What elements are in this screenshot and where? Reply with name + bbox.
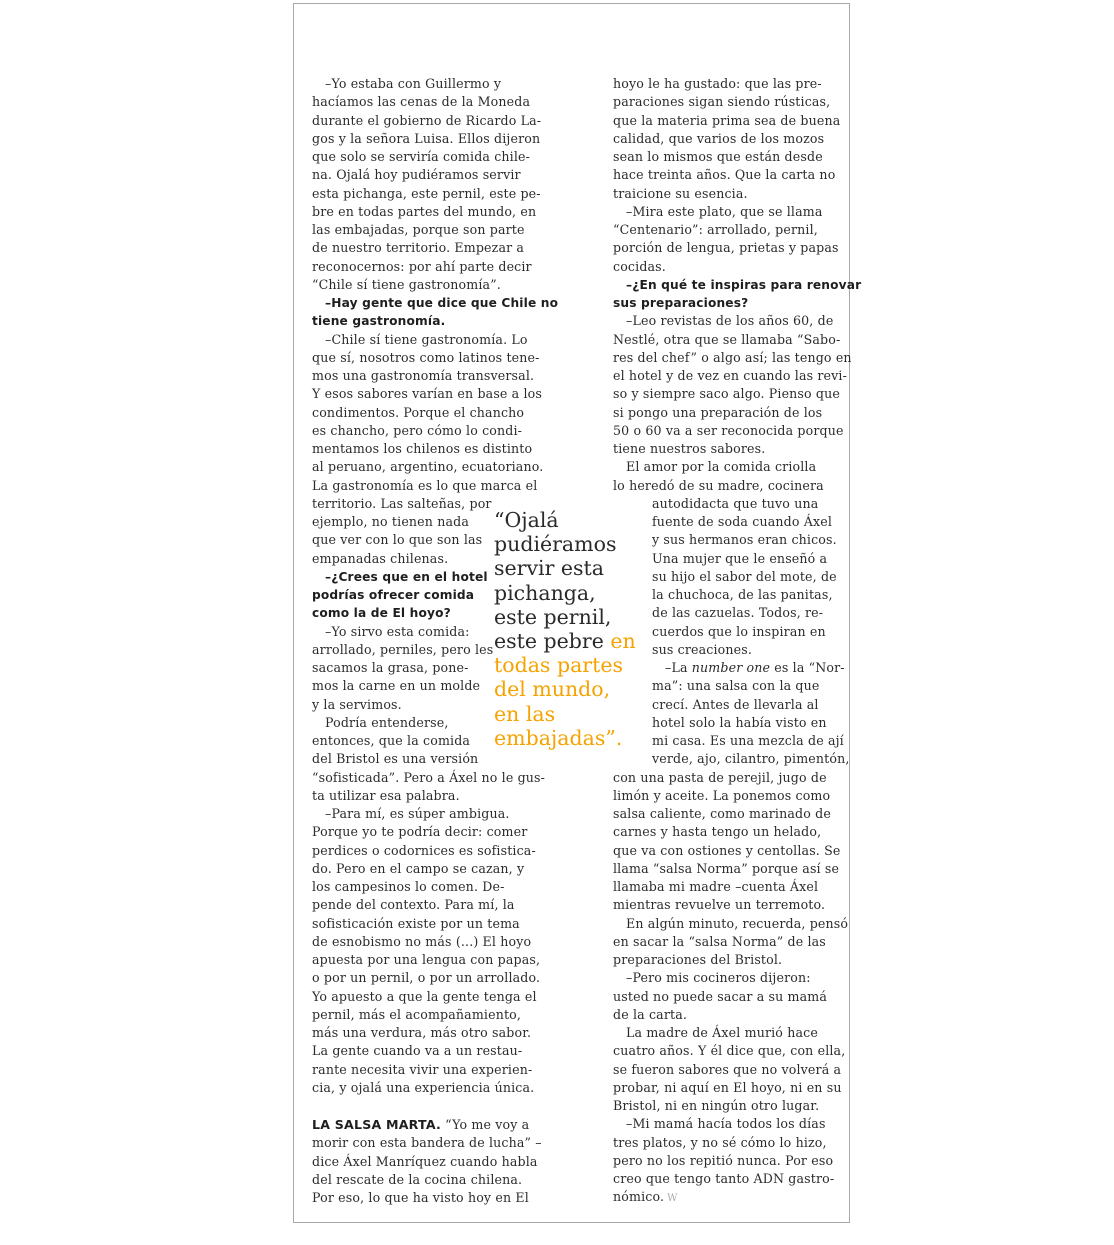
- line-text: de nuestro territorio. Empezar a: [312, 240, 525, 256]
- pull-quote-highlight: del mundo,: [494, 677, 611, 702]
- line-text: Por eso, lo que ha visto hoy en El: [312, 1190, 529, 1205]
- line-text: paraciones sigan siendo rústicas,: [613, 94, 831, 110]
- line-text: fuente de soda cuando Áxel: [652, 514, 832, 529]
- line-text: la chuchoca, de las panitas,: [652, 587, 833, 602]
- article-line: [312, 531, 482, 549]
- italic-phrase: number one: [691, 660, 771, 675]
- line-text: gos y la señora Luisa. Ellos dijeron: [312, 130, 541, 146]
- pull-quote-line: [494, 702, 636, 726]
- article-line: [613, 422, 844, 440]
- article-line: [652, 604, 823, 622]
- line-text: ejemplo, no tienen nada: [312, 514, 469, 529]
- article-line: [626, 915, 848, 933]
- line-text: su hijo el sabor del mote, de: [652, 568, 837, 584]
- line-text: Porque yo te podría decir: comer: [312, 824, 528, 840]
- pull-quote-highlight: en: [610, 628, 636, 653]
- line-text: sofisticación existe por un tema: [312, 915, 520, 931]
- line-text: Nestlé, otra que se llamaba “Sabo-: [613, 331, 841, 347]
- line-text: entonces, que la comida: [312, 733, 471, 748]
- article-line: [312, 458, 543, 476]
- line-text: –Para mí, es súper ambigua.: [325, 806, 510, 821]
- pull-quote-highlight: en las: [494, 701, 556, 726]
- line-text: mientras revuelve un terremoto.: [613, 897, 826, 913]
- article-line: [613, 878, 818, 896]
- line-text: condimentos. Porque el chancho: [312, 404, 525, 420]
- line-text: que solo se serviría comida chile-: [312, 149, 531, 164]
- line-text: autodidacta que tuvo una: [652, 495, 819, 511]
- line-text: morir con esta bandera de lucha” –: [312, 1135, 542, 1151]
- line-text: territorio. Las salteñas, por: [312, 495, 492, 511]
- line-text: lo heredó de su madre, cocinera: [613, 477, 824, 493]
- line-text: arrollado, perniles, pero les: [312, 641, 494, 657]
- line-text: hotel solo la había visto en: [652, 714, 827, 730]
- line-text: Bristol, ni en ningún otro lugar.: [613, 1098, 820, 1113]
- line-text: La madre de Áxel murió hace: [626, 1025, 818, 1040]
- line-text: carnes y hasta tengo un helado,: [613, 824, 822, 840]
- article-line: [626, 1115, 826, 1133]
- line-text: el hotel y de vez en cuando las revi-: [613, 368, 847, 383]
- line-text: mos una gastronomía transversal.: [312, 368, 535, 383]
- line-text: mentamos los chilenos es distinto: [312, 441, 533, 456]
- article-line: [312, 148, 530, 166]
- line-text: salsa caliente, como marinado de: [613, 806, 831, 821]
- line-text: sean lo mismos que están desde: [613, 149, 823, 164]
- article-line: [312, 787, 460, 805]
- article-line: [652, 531, 837, 549]
- pull-quote-line: [494, 508, 636, 532]
- article-line: [613, 769, 827, 787]
- line-text: de las cazuelas. Todos, re-: [652, 605, 824, 621]
- line-text: de esnobismo no más (...) El hoyo: [312, 933, 532, 949]
- line-text: mos la carne en un molde: [312, 678, 481, 694]
- pull-quote-text: este pernil,: [494, 604, 612, 629]
- article-line: [312, 185, 541, 203]
- pull-quote-line: [494, 581, 636, 605]
- article-line: [613, 130, 824, 148]
- line-text: mi casa. Es una mezcla de ají: [652, 733, 844, 748]
- article-line: [613, 112, 840, 130]
- article-line: [652, 714, 827, 732]
- article-line: [652, 623, 826, 641]
- line-text: “sofisticada”. Pero a Áxel no le gus-: [312, 769, 546, 785]
- article-line: [312, 422, 522, 440]
- pull-quote-text: pichanga,: [494, 580, 596, 605]
- article-line: [312, 166, 521, 184]
- line-text: “Centenario”: arrollado, pernil,: [613, 222, 818, 237]
- article-line: [312, 203, 536, 221]
- article-line: [312, 1042, 522, 1060]
- article-line: [312, 896, 515, 914]
- line-text: Una mujer que le enseñó a: [652, 550, 828, 566]
- article-line: [613, 331, 840, 349]
- line-text: verde, ajo, cilantro, pimentón,: [652, 751, 850, 767]
- article-line: [652, 568, 837, 586]
- pull-quote: [494, 508, 636, 750]
- article-line: [312, 1189, 529, 1207]
- article-line: [312, 495, 492, 513]
- line-text: con una pasta de perejil, jugo de: [613, 769, 827, 785]
- line-text: o por un pernil, o por un arrollado.: [312, 970, 541, 986]
- line-text: cocidas.: [613, 258, 666, 274]
- line-text: tres platos, y no sé cómo lo hizo,: [613, 1134, 827, 1150]
- pull-quote-line: [494, 726, 636, 750]
- article-line: [312, 258, 532, 276]
- pull-quote-highlight: todas partes: [494, 653, 623, 678]
- article-line: [312, 842, 536, 860]
- line-text: –Yo estaba con Guillermo y: [325, 76, 502, 91]
- article-line: [613, 842, 841, 860]
- line-text: ta utilizar esa palabra.: [312, 787, 460, 803]
- line-text: si pongo una preparación de los: [613, 404, 823, 420]
- article-line: [312, 604, 451, 622]
- section-heading: LA SALSA MARTA.: [312, 1117, 441, 1132]
- article-line: [652, 586, 833, 604]
- article-line: [665, 659, 845, 677]
- line-text: más una verdura, más otro sabor.: [312, 1025, 532, 1040]
- article-line: [613, 166, 835, 184]
- article-line: [312, 915, 520, 933]
- line-text: reconocernos: por ahí parte decir: [312, 258, 532, 274]
- line-text: –Chile sí tiene gastronomía. Lo: [325, 331, 528, 347]
- line-text: durante el gobierno de Ricardo La-: [312, 112, 542, 128]
- article-line: [312, 696, 402, 714]
- article-line: [312, 1116, 529, 1134]
- article-line: [312, 239, 524, 257]
- line-text: podrías ofrecer comida: [312, 588, 475, 602]
- line-text: –¿Crees que en el hotel: [325, 569, 488, 584]
- article-line: [613, 404, 822, 422]
- article-line: [613, 185, 748, 203]
- line-text: las embajadas, porque son parte: [312, 222, 525, 237]
- pull-quote-line: [494, 532, 636, 556]
- line-text: –Yo sirvo esta comida:: [325, 623, 470, 639]
- text-fragment: –La: [665, 660, 692, 675]
- article-line: [652, 696, 819, 714]
- line-text: al peruano, argentino, ecuatoriano.: [312, 459, 544, 475]
- line-text: cuatro años. Y él dice que, con ella,: [613, 1043, 846, 1059]
- line-text: que va con ostiones y centollas. Se: [613, 842, 841, 858]
- article-line: [613, 1134, 827, 1152]
- article-line: [613, 1079, 842, 1097]
- line-text: Podría entenderse,: [325, 714, 449, 730]
- article-line: [613, 823, 821, 841]
- article-line: [626, 203, 823, 221]
- article-line: [613, 258, 666, 276]
- article-line: [312, 1171, 522, 1189]
- article-line: [325, 805, 510, 823]
- line-text: rante necesita vivir una experien-: [312, 1061, 533, 1077]
- line-text: pernil, más el acompañamiento,: [312, 1006, 522, 1022]
- pull-quote-line: [494, 629, 636, 653]
- article-line: [312, 988, 537, 1006]
- article-line: [312, 404, 524, 422]
- article-line: [312, 769, 545, 787]
- line-text: preparaciones del Bristol.: [613, 952, 783, 967]
- line-text: 50 o 60 va a ser reconocida porque: [613, 422, 844, 438]
- article-line: [312, 513, 469, 531]
- article-line: [626, 458, 816, 476]
- line-text: El amor por la comida criolla: [626, 459, 817, 475]
- article-line: [613, 933, 826, 951]
- line-text: “Chile sí tiene gastronomía”.: [312, 276, 501, 292]
- article-line: [312, 477, 537, 495]
- article-line: [312, 969, 540, 987]
- article-line: [312, 112, 541, 130]
- article-line: [312, 659, 469, 677]
- article-line: [312, 823, 527, 841]
- article-line: [613, 805, 831, 823]
- line-text: –Pero mis cocineros dijeron:: [626, 970, 811, 986]
- pull-quote-line: [494, 605, 636, 629]
- article-line: [312, 1061, 532, 1079]
- article-line: [312, 1024, 531, 1042]
- article-line: [312, 1134, 542, 1152]
- line-text: –¿En qué te inspiras para renovar: [626, 277, 862, 292]
- article-line: [325, 294, 558, 312]
- article-line: [312, 933, 531, 951]
- article-line: [613, 294, 748, 312]
- article-line: [312, 586, 474, 604]
- pull-quote-line: [494, 653, 636, 677]
- article-line: [325, 568, 488, 586]
- line-text: del rescate de la cocina chilena.: [312, 1171, 523, 1187]
- article-line: [613, 477, 824, 495]
- pull-quote-line: [494, 556, 636, 580]
- line-text: nómico.: [613, 1189, 665, 1205]
- article-line: [325, 623, 470, 641]
- line-text: que sí, nosotros como latinos tene-: [312, 349, 540, 365]
- line-text: hace treinta años. Que la carta no: [613, 167, 836, 183]
- pull-quote-highlight: embajadas”.: [494, 725, 623, 750]
- line-text: limón y aceite. La ponemos como: [613, 787, 831, 803]
- article-line: [312, 750, 478, 768]
- article-line: [312, 732, 470, 750]
- article-line: [613, 896, 825, 914]
- line-text: llama “salsa Norma” porque así se: [613, 860, 840, 876]
- line-text: hoyo le ha gustado: que las pre-: [613, 76, 822, 91]
- line-text: La gastronomía es lo que marca el: [312, 477, 538, 493]
- line-text: es chancho, pero cómo lo condi-: [312, 422, 523, 438]
- article-line: [312, 550, 448, 568]
- line-text: hacíamos las cenas de la Moneda: [312, 94, 531, 110]
- article-line: [312, 1079, 534, 1097]
- article-line: [652, 495, 818, 513]
- line-text: empanadas chilenas.: [312, 550, 449, 566]
- line-text: do. Pero en el campo se cazan, y: [312, 860, 525, 876]
- article-line: [312, 276, 501, 294]
- article-line: [312, 641, 493, 659]
- line-text: como la de El hoyo?: [312, 606, 451, 621]
- line-text: y la servimos.: [312, 696, 402, 712]
- article-line: [626, 1024, 818, 1042]
- line-text: sacamos la grasa, pone-: [312, 660, 469, 675]
- article-line: [613, 75, 822, 93]
- article-line: [613, 1170, 834, 1188]
- line-text: res del chef” o algo así; las tengo en: [613, 349, 852, 365]
- line-text: na. Ojalá hoy pudiéramos servir: [312, 167, 521, 183]
- line-text: los campesinos lo comen. De-: [312, 879, 505, 894]
- article-line: [613, 385, 840, 403]
- line-text: traicione su esencia.: [613, 185, 748, 201]
- line-text: “Yo me voy a: [445, 1117, 530, 1132]
- article-line: [613, 1097, 819, 1115]
- article-line: [312, 860, 524, 878]
- line-text: apuesta por una lengua con papas,: [312, 952, 541, 967]
- article-line: [325, 75, 501, 93]
- line-text: –Hay gente que dice que Chile no: [325, 296, 559, 310]
- article-line: [312, 349, 540, 367]
- line-text: probar, ni aquí en El hoyo, ni en su: [613, 1079, 842, 1095]
- article-line: [312, 1006, 521, 1024]
- pull-quote-text: “Ojalá: [494, 508, 559, 532]
- line-text: pero no los repitió nunca. Por eso: [613, 1152, 834, 1168]
- line-text: En algún minuto, recuerda, pensó: [626, 915, 849, 931]
- line-text: cia, y ojalá una experiencia única.: [312, 1079, 535, 1095]
- line-text: usted no puede sacar a su mamá: [613, 988, 828, 1004]
- article-line: [626, 312, 833, 330]
- article-line: [312, 221, 525, 239]
- pull-quote-text: pudiéramos: [494, 532, 617, 557]
- line-text: Y esos sabores varían en base a los: [312, 386, 543, 402]
- article-line: [312, 440, 532, 458]
- article-line: [613, 1152, 833, 1170]
- article-line: [312, 878, 505, 896]
- article-line: [325, 714, 449, 732]
- line-text: –Leo revistas de los años 60, de: [626, 313, 834, 329]
- line-text: crecí. Antes de llevarla al: [652, 696, 819, 712]
- article-line: [652, 677, 820, 695]
- article-line: [613, 93, 830, 111]
- article-line: [652, 550, 827, 568]
- article-line: [626, 276, 861, 294]
- line-text: so y siempre saco algo. Pienso que: [613, 386, 841, 402]
- line-text: sus creaciones.: [652, 641, 753, 657]
- article-line: [613, 349, 852, 367]
- line-text: en sacar la “salsa Norma” de las: [613, 933, 826, 949]
- article-line: [613, 951, 782, 969]
- article-line: [652, 732, 844, 750]
- article-line: [613, 1061, 841, 1079]
- article-line: [312, 312, 445, 330]
- line-text: perdices o codornices es sofistica-: [312, 842, 536, 858]
- line-text: se fueron sabores que no volverá a: [613, 1061, 842, 1077]
- pull-quote-text: este pebre: [494, 628, 611, 653]
- article-line: [613, 988, 827, 1006]
- line-text: sus preparaciones?: [613, 296, 749, 310]
- line-text: que la materia prima sea de buena: [613, 112, 841, 128]
- article-line: [613, 239, 839, 257]
- line-text: que ver con lo que son las: [312, 532, 483, 548]
- line-text: –Mi mamá hacía todos los días: [626, 1116, 826, 1132]
- article-line: [312, 130, 540, 148]
- line-text: La gente cuando va a un restau-: [312, 1043, 523, 1059]
- article-line: [613, 1188, 678, 1206]
- article-line: [652, 641, 752, 659]
- line-text: dice Áxel Manríquez cuando habla: [312, 1153, 538, 1169]
- line-text: del Bristol es una versión: [312, 751, 479, 767]
- article-line: [613, 1042, 845, 1060]
- article-line: [652, 750, 850, 768]
- line-text: porción de lengua, prietas y papas: [613, 240, 839, 256]
- article-line: [312, 385, 542, 403]
- article-line: [613, 860, 839, 878]
- article-line: [613, 787, 830, 805]
- article-line: [613, 1006, 687, 1024]
- article-line: [613, 440, 765, 458]
- line-text: de la carta.: [613, 1006, 688, 1022]
- article-line: [312, 93, 530, 111]
- end-mark-icon: W: [667, 1193, 678, 1205]
- line-text: tiene nuestros sabores.: [613, 441, 766, 456]
- article-line: [613, 148, 823, 166]
- article-line: [312, 951, 540, 969]
- line-text: ma”: una salsa con la que: [652, 678, 820, 694]
- line-text: –Mira este plato, que se llama: [626, 203, 823, 219]
- line-text: pende del contexto. Para mí, la: [312, 897, 515, 913]
- line-text: llamaba mi madre –cuenta Áxel: [613, 879, 819, 894]
- article-line: [613, 367, 847, 385]
- line-text: bre en todas partes del mundo, en: [312, 203, 537, 219]
- line-text: esta pichanga, este pernil, este pe-: [312, 185, 541, 201]
- text-fragment: es la “Nor-: [770, 660, 845, 675]
- article-line: [626, 969, 811, 987]
- line-text: creo que tengo tanto ADN gastro-: [613, 1171, 835, 1186]
- line-text: calidad, que varios de los mozos: [613, 130, 825, 146]
- article-line: [325, 331, 528, 349]
- line-text: cuerdos que lo inspiran en: [652, 623, 826, 639]
- article-line: [312, 1153, 538, 1171]
- line-text: tiene gastronomía.: [312, 314, 446, 329]
- pull-quote-text: servir esta: [494, 556, 605, 581]
- article-line: [652, 513, 832, 531]
- pull-quote-line: [494, 677, 636, 701]
- article-line: [613, 221, 818, 239]
- line-text: Yo apuesto a que la gente tenga el: [312, 988, 537, 1004]
- article-line: [312, 677, 480, 695]
- line-text: y sus hermanos eran chicos.: [652, 532, 837, 548]
- article-line: [312, 367, 534, 385]
